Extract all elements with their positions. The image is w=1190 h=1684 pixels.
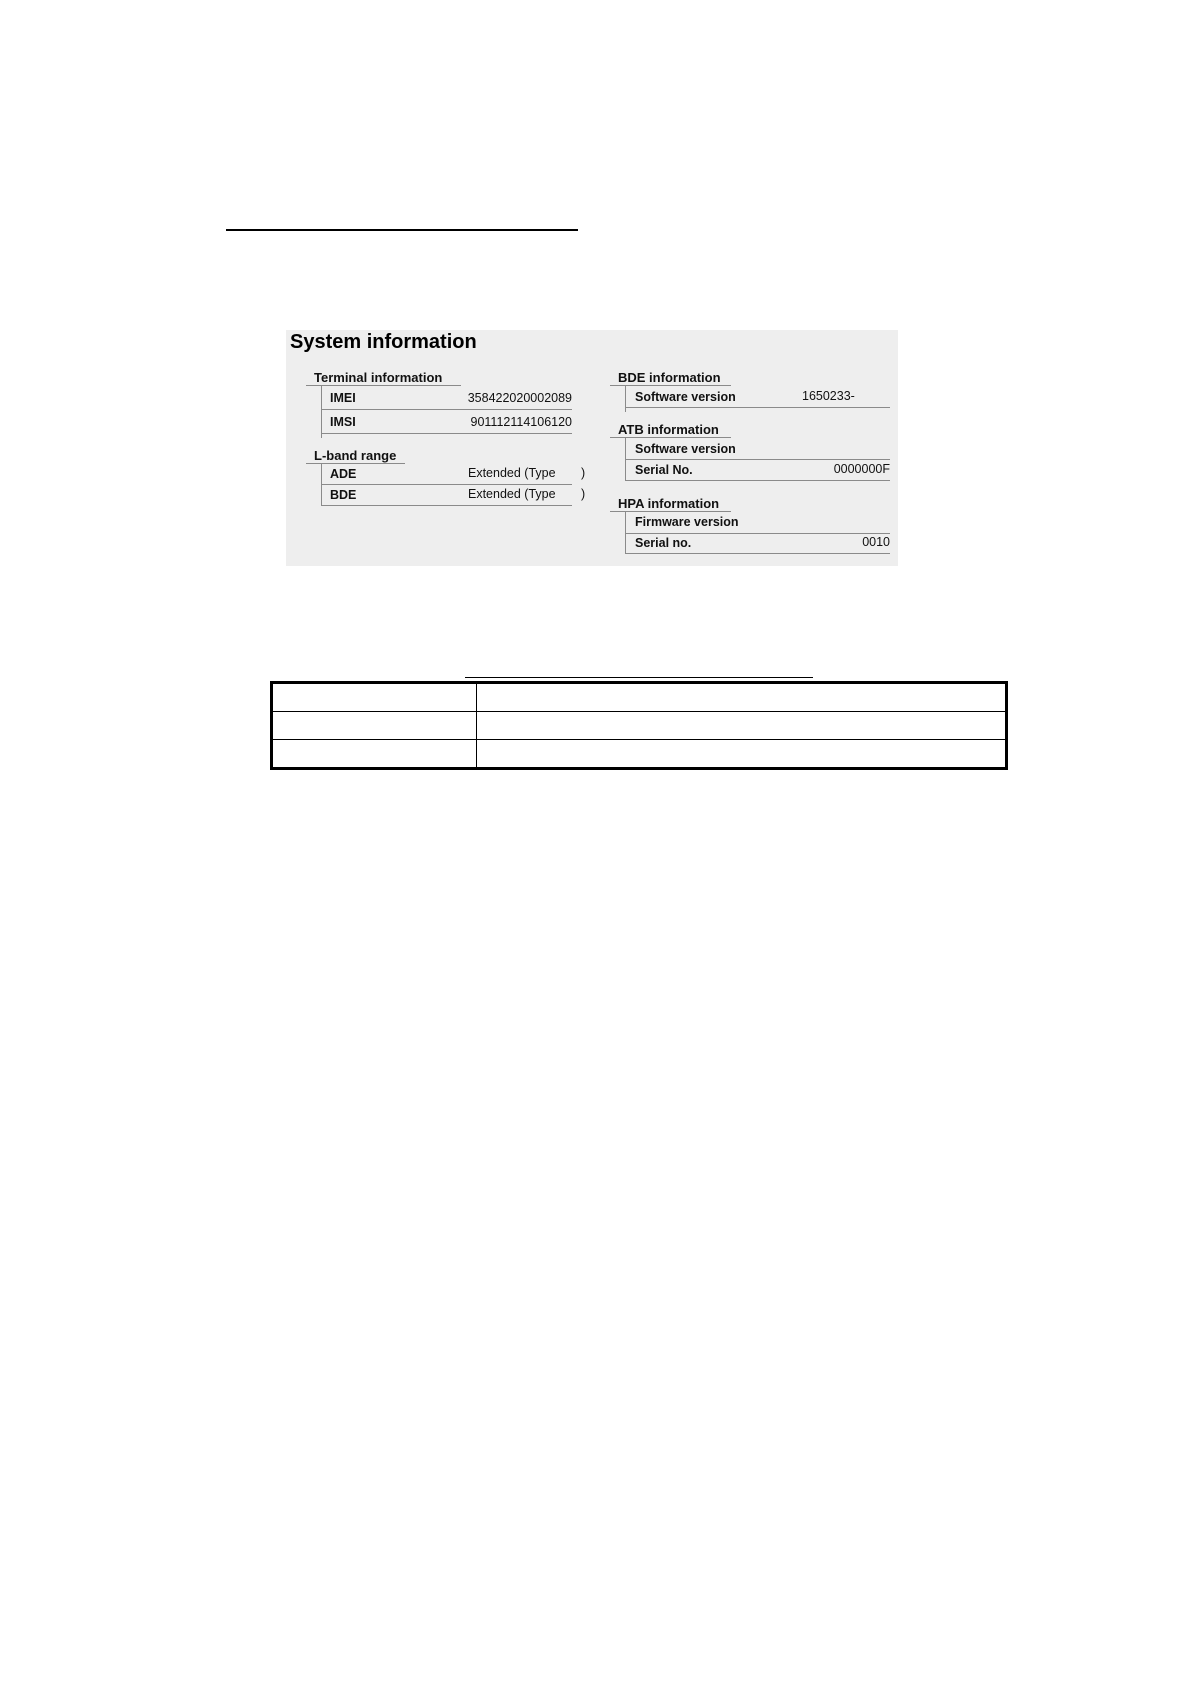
hpa-firmware-version-rule <box>625 533 890 534</box>
atb-software-version-rule <box>625 459 890 460</box>
atb-info-rule <box>610 437 731 438</box>
bde-info-rule <box>610 385 731 386</box>
bde-value: Extended (Type <box>468 487 556 501</box>
imsi-rule <box>321 433 572 434</box>
table-cell <box>272 683 477 712</box>
table-row <box>272 683 1007 712</box>
atb-info-label: ATB information <box>618 422 719 437</box>
bde-value-suffix: ) <box>581 487 586 501</box>
terminal-info-label: Terminal information <box>314 370 443 385</box>
imsi-value: 901112114106120 <box>470 415 572 429</box>
terminal-info-bracket <box>321 386 322 438</box>
imei-label: IMEI <box>330 391 356 405</box>
ade-label: ADE <box>330 467 357 481</box>
ade-value: Extended (Type <box>468 466 556 480</box>
atb-serial-value: 0000000F <box>833 462 890 476</box>
bde-software-version-label: Software version <box>635 390 736 404</box>
bde-rule <box>321 505 572 506</box>
atb-serial-label: Serial No. <box>635 463 693 477</box>
table-cell <box>477 712 1007 740</box>
hpa-info-rule <box>610 511 731 512</box>
ade-rule <box>321 484 572 485</box>
lband-range-label: L-band range <box>314 448 397 463</box>
table-caption-rule <box>465 677 813 678</box>
table-row <box>272 712 1007 740</box>
table-cell <box>272 712 477 740</box>
imei-value: 358422020002089 <box>467 391 572 405</box>
atb-software-version-label: Software version <box>635 442 736 456</box>
panel-title: System information <box>290 331 477 353</box>
table-row <box>272 740 1007 769</box>
hpa-serial-value: 0010 <box>862 535 890 549</box>
table-cell <box>272 740 477 769</box>
bde-info-label: BDE information <box>618 370 721 385</box>
terminal-info-rule <box>306 385 461 386</box>
table-cell <box>477 683 1007 712</box>
bde-software-version-value: 1650233- <box>802 389 855 403</box>
system-information-panel <box>286 330 898 566</box>
heading-rule <box>226 229 578 231</box>
atb-serial-rule <box>625 480 890 481</box>
imei-rule <box>321 409 572 410</box>
imsi-label: IMSI <box>330 415 356 429</box>
hpa-info-label: HPA information <box>618 496 720 511</box>
bde-software-version-rule <box>625 407 890 408</box>
hpa-serial-label: Serial no. <box>635 536 692 550</box>
bde-label: BDE <box>330 488 357 502</box>
bde-info-bracket <box>625 386 626 412</box>
hpa-serial-rule <box>625 553 890 554</box>
data-table <box>270 681 1008 770</box>
hpa-firmware-version-label: Firmware version <box>635 515 739 529</box>
table-cell <box>477 740 1007 769</box>
ade-value-suffix: ) <box>581 466 586 480</box>
